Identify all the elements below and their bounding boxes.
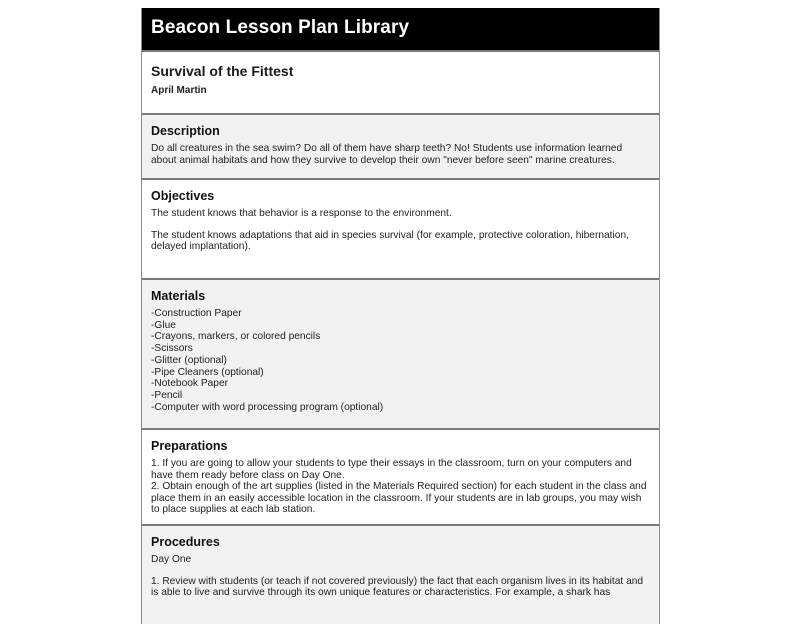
lesson-author: April Martin	[151, 85, 207, 96]
materials-heading: Materials	[151, 289, 206, 303]
objectives-section	[142, 178, 659, 278]
site-banner	[142, 8, 659, 50]
objectives-heading: Objectives	[151, 189, 215, 203]
procedure-day-label: Day One	[151, 554, 192, 565]
material-item: -Pipe Cleaners (optional)	[151, 366, 264, 378]
material-item: -Construction Paper	[151, 308, 242, 319]
preparations-heading: Preparations	[151, 439, 228, 453]
procedure-step: 1. Review with students (or teach if not covered previously) the fact that each organism lives in its habitat and is able to live and survive through its own unique features or characteristics. For example, a shark has	[151, 575, 644, 598]
preparation-item: 1. If you are going to allow your students to type their essays in the classroom, turn on your computers and have them ready before class on Day One.	[151, 458, 632, 481]
material-item: -Scissors	[151, 343, 193, 355]
procedures-section	[142, 524, 659, 624]
objective-item: The student knows that behavior is a response to the environment.	[151, 208, 452, 219]
material-item: -Notebook Paper	[151, 378, 229, 390]
description-section	[142, 113, 659, 178]
description-text: Do all creatures in the sea swim? Do all of them have sharp teeth? No! Students use information learned about animal habitats and how they survive to develop their own "never before seen" marine creatures.	[151, 143, 623, 166]
lesson-header	[142, 50, 659, 113]
objective-item: The student knows adaptations that aid in species survival (for example, protective coloration, hibernation, delayed implantation).	[151, 229, 629, 252]
materials-list	[151, 308, 649, 413]
description-heading: Description	[151, 124, 220, 138]
materials-section	[142, 278, 659, 428]
site-title: Beacon Lesson Plan Library	[151, 17, 410, 38]
material-item: -Glitter (optional)	[151, 354, 227, 366]
material-item: -Pencil	[151, 389, 183, 401]
material-item: -Computer with word processing program (optional)	[151, 401, 384, 413]
lesson-plan-page	[141, 8, 660, 624]
preparation-item: 2. Obtain enough of the art supplies (listed in the Materials Required section) for each student in the class and place them in an easily accessible location in the classroom. If your students are in lab groups, you may wish to place supplies at each lab station.	[151, 481, 647, 515]
procedures-heading: Procedures	[151, 535, 220, 549]
lesson-title: Survival of the Fittest	[151, 63, 294, 79]
preparations-section	[142, 428, 659, 524]
material-item: -Glue	[151, 319, 176, 331]
material-item: -Crayons, markers, or colored pencils	[151, 331, 321, 343]
